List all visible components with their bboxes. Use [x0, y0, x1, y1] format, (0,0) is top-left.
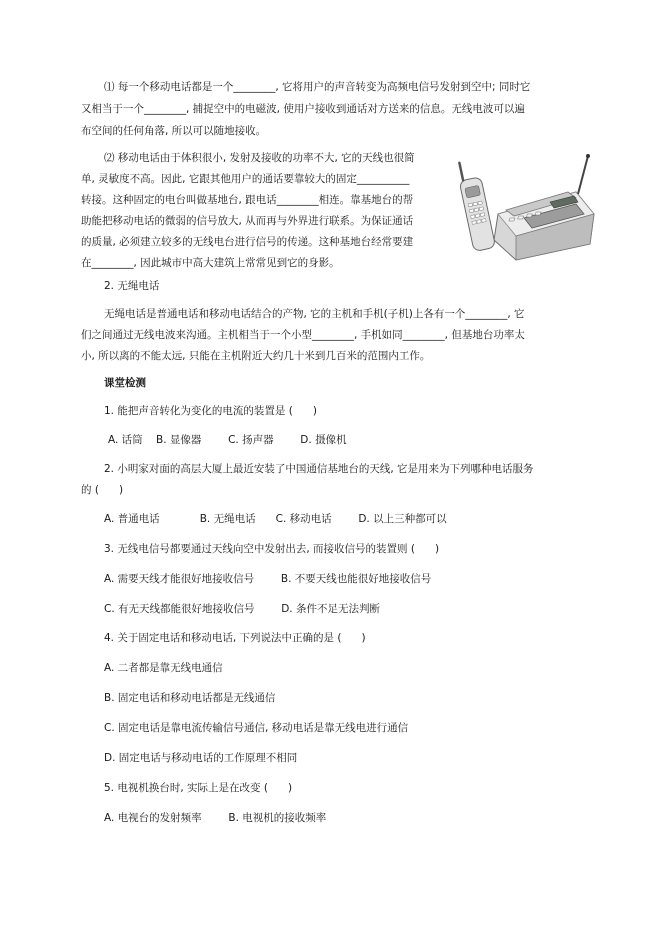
q4-option-c: C. 固定电话是靠电流传输信号通信, 移动电话是靠无线电进行通信	[104, 722, 409, 734]
q4-option-a: A. 二者都是靠无线电通信	[104, 662, 223, 674]
cordless-phone-illustration	[458, 152, 596, 264]
q3-options-ab: A. 需要天线才能很好地接收信号 B. 不要天线也能很好地接收信号	[104, 573, 432, 585]
para1-line1: ⑴ 每一个移动电话都是一个________, 它将用户的声音转变为高频电信号发射到空中; 同时它	[104, 81, 531, 93]
q4-option-b: B. 固定电话和移动电话都是无线通信	[104, 692, 276, 704]
q3-stem: 3. 无线电信号都要通过天线向空中发射出去, 而接收信号的装置则 ( )	[104, 543, 440, 555]
para2-line6: 在________, 因此城市中高大建筑上常常见到它的身影。	[81, 257, 340, 269]
q4-option-d: D. 固定电话与移动电话的工作原理不相同	[104, 752, 298, 764]
q2-options: A. 普通电话 B. 无绳电话 C. 移动电话 D. 以上三种都可以	[104, 513, 447, 525]
q3-options-cd: C. 有无天线都能很好地接收信号 D. 条件不足无法判断	[104, 603, 380, 615]
para1-line3: 布空间的任何角落, 所以可以随地接收。	[81, 125, 267, 137]
quiz-heading: 课堂检测	[104, 377, 146, 389]
para3-line1: 无绳电话是普通电话和移动电话结合的产物, 它的主机和手机(子机)上各有一个________, 它	[104, 308, 525, 320]
para3-line3: 小, 所以离的不能太远, 只能在主机附近大约几十米到几百米的范围内工作。	[81, 350, 431, 362]
para2-line1: ⑵ 移动电话由于体积很小, 发射及接收的功率不大, 它的天线也很简	[104, 152, 415, 164]
q5-stem: 5. 电视机换台时, 实际上是在改变 ( )	[104, 782, 293, 794]
para3-line2: 们之间通过无线电波来沟通。主机相当于一个小型________, 手机如同________, 但基地台功率太	[81, 329, 525, 341]
q1-options: A. 话筒 B. 显像器 C. 扬声器 D. 摄像机	[108, 434, 347, 446]
para2-line3: 转接。这种固定的电台叫做基地台, 跟电话________相连。靠基地台的帮	[81, 194, 414, 206]
para2-line4: 助能把移动电话的微弱的信号放大, 从而再与外界进行联系。为保证通话	[81, 215, 414, 227]
para2-line2: 单, 灵敏度不高。因此, 它跟其他用户的通话要靠较大的固定__________	[81, 173, 410, 185]
para1-line2: 又相当于一个________, 捕捉空中的电磁波, 使用户接收到通话对方送来的信息。无线电波可以遍	[81, 103, 525, 115]
q2-stem-line1: 2. 小明家对面的高层大厦上最近安装了中国通信基地台的天线, 它是用来为下列哪种电话服务	[104, 463, 534, 475]
q5-options: A. 电视台的发射频率 B. 电视机的接收频率	[104, 812, 327, 824]
q2-stem-line2: 的 ( )	[81, 484, 124, 496]
section-heading-cordless-phone: 2. 无绳电话	[104, 280, 160, 292]
q4-stem: 4. 关于固定电话和移动电话, 下列说法中正确的是 ( )	[104, 632, 366, 644]
q1-stem: 1. 能把声音转化为变化的电流的装置是 ( )	[104, 405, 317, 417]
para2-line5: 的质量, 必须建立较多的无线电台进行信号的传递。这种基地台经常要建	[81, 236, 414, 248]
